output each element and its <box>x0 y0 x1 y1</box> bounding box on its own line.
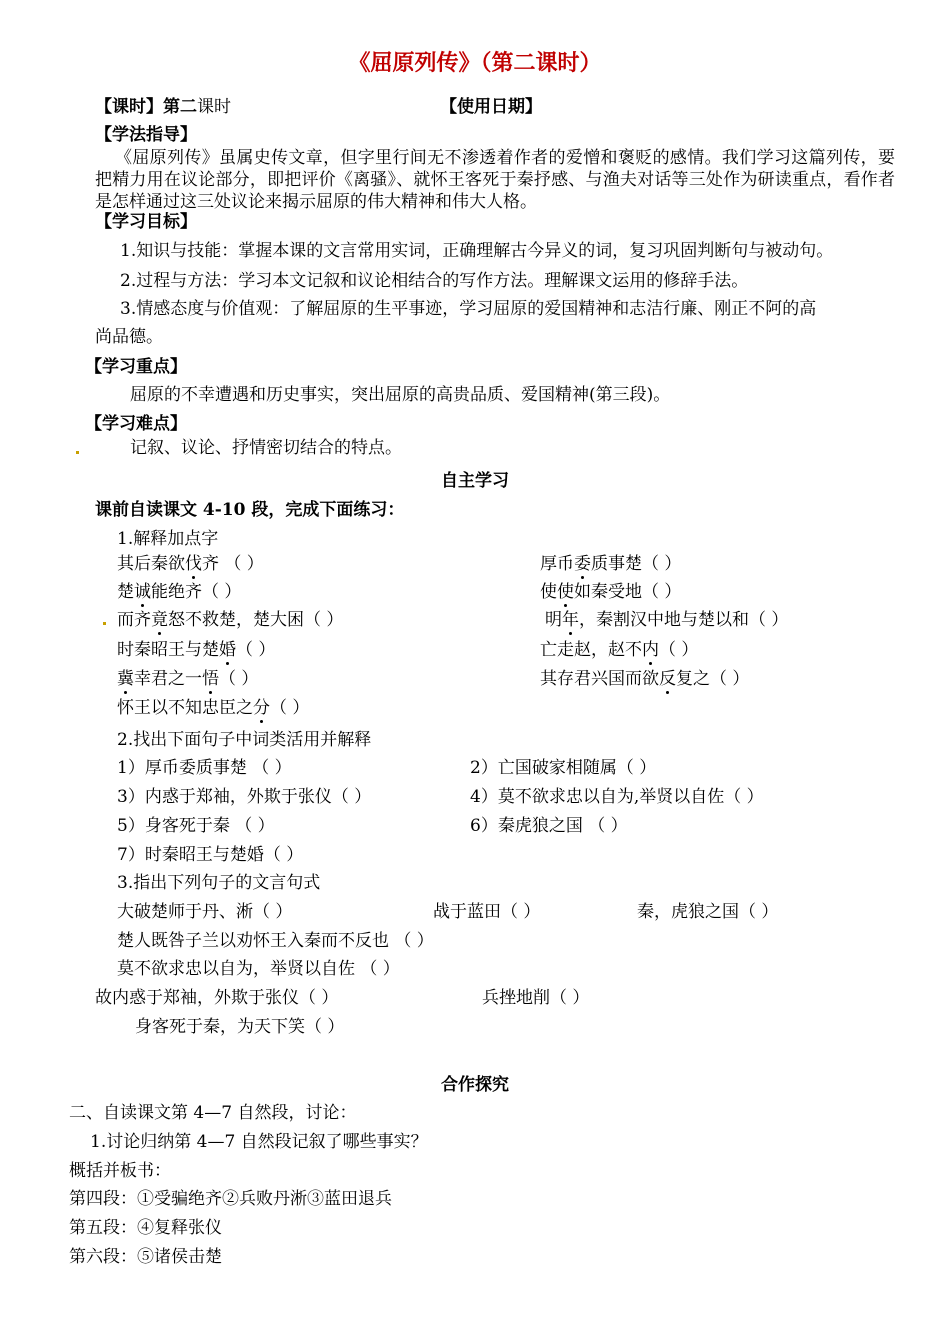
coop-para-4: 第四段：①受骗绝齐②兵败丹淅③蓝田退兵 <box>69 1189 392 1209</box>
q1-item: 怀王以不知忠臣之分（ ） <box>117 698 310 718</box>
self-study-instruction: 课前自读课文 4-10 段，完成下面练习： <box>95 500 405 520</box>
q1-title: 1.解释加点字 <box>117 529 219 549</box>
q2-item: 3）内惑于郑袖，外欺于张仪（ ） <box>117 787 372 807</box>
q3-item: 战于蓝田（ ） <box>433 902 541 922</box>
coop-question-1: 1.讨论归纳第 4—7 自然段记叙了哪些事实？ <box>90 1132 428 1152</box>
date-label: 【使用日期】 <box>440 97 542 117</box>
q2-item: 7）时秦昭王与楚婚（ ） <box>117 845 304 865</box>
q2-item: 6）秦虎狼之国 （ ） <box>470 816 628 836</box>
q2-item: 1）厚币委质事楚 （ ） <box>117 758 292 778</box>
period-line <box>95 96 231 118</box>
period-bold: 第二 <box>163 97 197 117</box>
coop-summary-label: 概括并板书： <box>69 1161 171 1181</box>
difficulty-text: 记叙、议论、抒情密切结合的特点。 <box>130 438 402 458</box>
stray-mark <box>76 451 79 454</box>
q1-item: 厚币委质事楚（ ） <box>540 554 682 574</box>
q1-item: 其后秦欲伐齐 （ ） <box>117 554 264 574</box>
coop-para-6: 第六段：⑤诸侯击楚 <box>69 1247 222 1267</box>
difficulty-heading: 【学习难点】 <box>85 414 187 434</box>
guide-text: 《屈原列传》虽属史传文章，但字里行间无不渗透着作者的爱憎和褒贬的感情。我们学习这篇列传，要把精力用在议论部分，即把评价《离骚》、就怀王客死于秦抒感、与渔夫对话等三处作为研读重点，看作者是怎样通过这三处议论来揭示屈原的伟大精神和伟大人格。 <box>95 148 895 212</box>
q2-item: 4）莫不欲求忠以自为,举贤以自佐（ ） <box>470 787 764 807</box>
q1-item: 其存君兴国而欲反复之（ ） <box>540 669 750 689</box>
period-label: 【课时】 <box>95 97 163 117</box>
q1-item: 而齐竟怒不救楚，楚大困（ ） <box>117 610 344 630</box>
q2-item: 2）亡国破家相随属（ ） <box>470 758 657 778</box>
page-title: 《屈原列传》（第二课时） <box>348 50 602 76</box>
goal-2: 2.过程与方法：学习本文记叙和议论相结合的写作方法。理解课文运用的修辞手法。 <box>120 271 749 291</box>
q1-item: 使使如秦受地（ ） <box>540 582 682 602</box>
q3-title: 3.指出下列句子的文言句式 <box>117 873 321 893</box>
goal-3b: 尚品德。 <box>95 327 163 347</box>
key-heading: 【学习重点】 <box>85 357 187 377</box>
q3-item: 兵挫地削（ ） <box>482 988 590 1008</box>
q3-item: 故内惑于郑袖，外欺于张仪（ ） <box>95 988 339 1008</box>
goal-1: 1.知识与技能：掌握本课的文言常用实词，正确理解古今异义的词，复习巩固判断句与被动句。 <box>120 241 834 261</box>
q3-item: 秦，虎狼之国（ ） <box>637 902 779 922</box>
q2-title: 2.找出下面句子中词类活用并解释 <box>117 730 372 750</box>
coop-section-2: 二、自读课文第 4—7 自然段，讨论： <box>69 1103 357 1123</box>
q1-item: 亡走赵，赵不内（ ） <box>540 640 699 660</box>
q1-item: 冀幸君之一悟（ ） <box>117 669 259 689</box>
coop-heading: 合作探究 <box>441 1075 509 1095</box>
goals-heading: 【学习目标】 <box>95 212 197 232</box>
q3-item: 楚人既咎子兰以劝怀王入秦而不反也 （ ） <box>117 931 434 951</box>
q1-item: 楚诚能绝齐（ ） <box>117 582 242 602</box>
stray-mark <box>103 622 106 625</box>
q3-item: 身客死于秦，为天下笑（ ） <box>135 1017 345 1037</box>
q3-item: 莫不欲求忠以自为，举贤以自佐 （ ） <box>117 959 400 979</box>
q1-item: 明年，秦割汉中地与楚以和（ ） <box>545 610 789 630</box>
q3-item: 大破楚师于丹、淅（ ） <box>117 902 293 922</box>
period-rest: 课时 <box>197 97 231 117</box>
goal-3a: 3.情感态度与价值观：了解屈原的生平事迹，学习屈原的爱国精神和志洁行廉、刚正不阿的高 <box>120 299 817 319</box>
coop-para-5: 第五段：④复释张仪 <box>69 1218 222 1238</box>
guide-heading: 【学法指导】 <box>95 125 197 145</box>
q1-item: 时秦昭王与楚婚（ ） <box>117 640 276 660</box>
self-study-heading: 自主学习 <box>441 471 509 491</box>
q2-item: 5）身客死于秦 （ ） <box>117 816 275 836</box>
key-text: 屈原的不幸遭遇和历史事实，突出屈原的高贵品质、爱国精神(第三段)。 <box>130 385 671 405</box>
